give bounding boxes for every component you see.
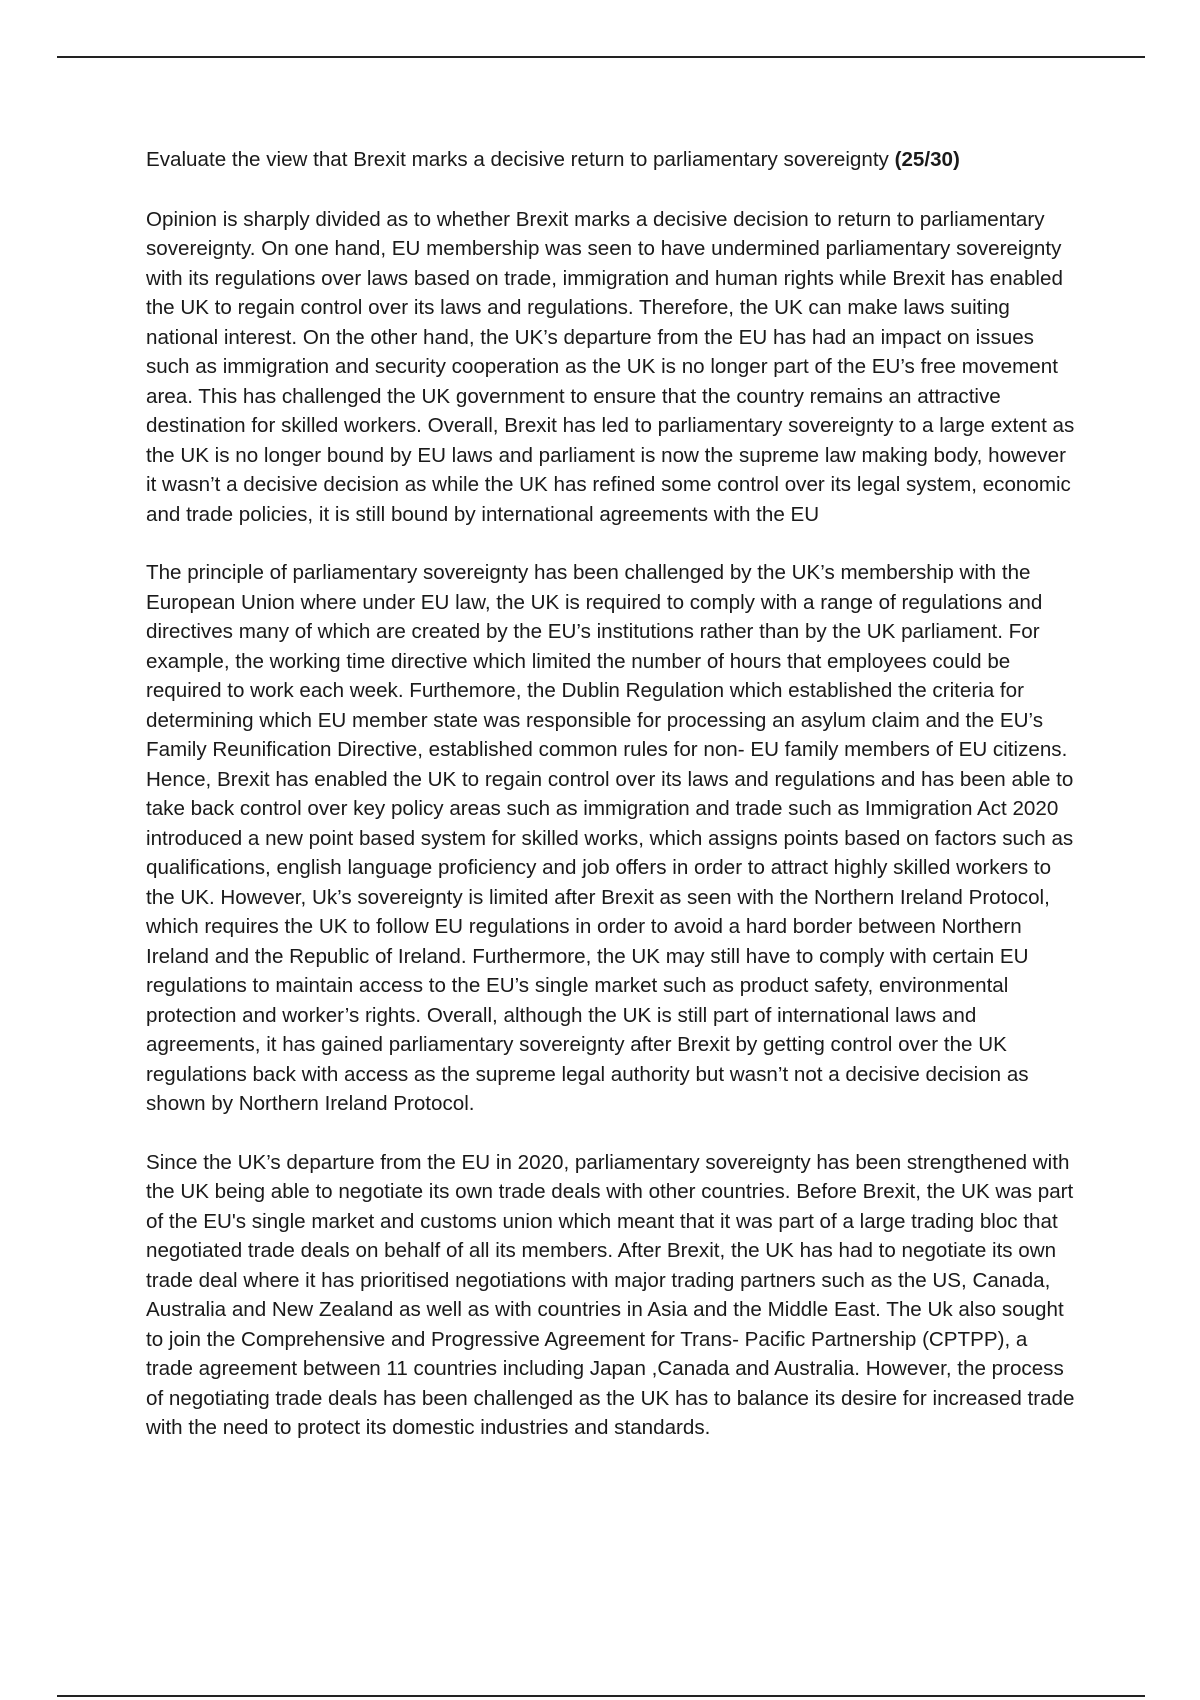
question-text: Evaluate the view that Brexit marks a decisive return to parliamentary sovereignty	[146, 148, 889, 171]
paragraph-eu-membership: The principle of parliamentary sovereignty has been challenged by the UK’s membership with the European Union where under EU law, the UK is required to comply with a range of regulations and directives many of which are created by the EU’s institutions rather than by the UK parliament. For example, the working time directive which limited the number of hours that employees could be required to work each week. Furthemore, the Dublin Regulation which established the criteria for determining which EU member state was responsible for processing an asylum claim and the EU’s Family Reunification Directive, established common rules for non- EU family members of EU citizens. Hence, Brexit has enabled the UK to regain control over its laws and regulations and has been able to take back control over key policy areas such as immigration and trade such as Immigration Act 2020 introduced a new point based system for skilled works, which assigns points based on factors such as qualifications, english language proficiency and job offers in order to attract highly skilled workers to the UK. However, Uk’s sovereignty is limited after Brexit as seen with the Northern Ireland Protocol, which requires the UK to follow EU regulations in order to avoid a hard border between Northern Ireland and the Republic of Ireland. Furthermore, the UK may still have to comply with certain EU regulations to maintain access to the EU’s single market such as product safety, environmental protection and worker’s rights. Overall, although the UK is still part of international laws and agreements, it has gained parliamentary sovereignty after Brexit by getting control over the UK regulations back with access as the supreme legal authority but wasn’t not a decisive decision as shown by Northern Ireland Protocol.	[146, 561, 1074, 1115]
document-body	[146, 145, 1076, 1472]
bottom-divider	[57, 1695, 1145, 1697]
top-divider	[57, 56, 1145, 58]
score-label: (25/30)	[894, 148, 960, 171]
paragraph-intro: Opinion is sharply divided as to whether Brexit marks a decisive decision to return to parliamentary sovereignty. On one hand, EU membership was seen to have undermined parliamentary sovereignty with its regulations over laws based on trade, immigration and human rights while Brexit has enabled the UK to regain control over its laws and regulations. Therefore, the UK can make laws suiting national interest. On the other hand, the UK’s departure from the EU has had an impact on issues such as immigration and security cooperation as the UK is no longer part of the EU’s free movement area. This has challenged the UK government to ensure that the country remains an attractive destination for skilled workers. Overall, Brexit has led to parliamentary sovereignty to a large extent as the UK is no longer bound by EU laws and parliament is now the supreme law making body, however it wasn’t a decisive decision as while the UK has refined some control over its legal system, economic and trade policies, it is still bound by international agreements with the EU	[146, 207, 1075, 526]
essay-question	[146, 145, 1076, 175]
paragraph-trade-deals: Since the UK’s departure from the EU in 2020, parliamentary sovereignty has been strengthened with the UK being able to negotiate its own trade deals with other countries. Before Brexit, the UK was part of the EU's single market and customs union which meant that it was part of a large trading bloc that negotiated trade deals on behalf of all its members. After Brexit, the UK has had to negotiate its own trade deal where it has prioritised negotiations with major trading partners such as the US, Canada, Australia and New Zealand as well as with countries in Asia and the Middle East. The Uk also sought to join the Comprehensive and Progressive Agreement for Trans- Pacific Partnership (CPTPP), a trade agreement between 11 countries including Japan ,Canada and Australia. However, the process of negotiating trade deals has been challenged as the UK has to balance its desire for increased trade with the need to protect its domestic industries and standards.	[146, 1150, 1075, 1439]
